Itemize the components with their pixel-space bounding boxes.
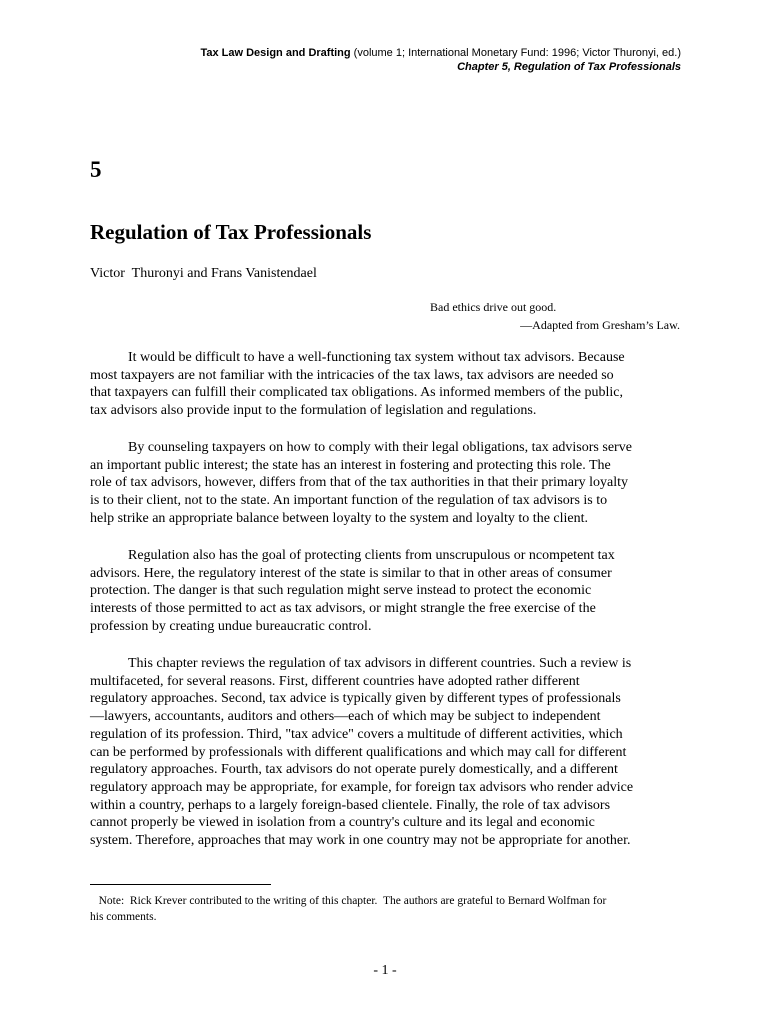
text-line: most taxpayers are not familiar with the intricacies of the tax laws, tax advisors are needed so <box>90 367 614 383</box>
footnote <box>90 893 680 925</box>
chapter-number: 5 <box>90 157 102 182</box>
body-paragraph <box>90 547 680 636</box>
body-paragraph <box>90 439 680 528</box>
book-citation: (volume 1; International Monetary Fund: 1996; Victor Thuronyi, ed.) <box>350 47 681 59</box>
text-line: profession by creating undue bureaucratic control. <box>90 618 372 634</box>
text-line: an important public interest; the state has an interest in fostering and protecting this role. The <box>90 457 611 473</box>
text-line: interests of those permitted to act as tax advisors, or might strangle the free exercise of the <box>90 601 596 617</box>
text-line: within a country, perhaps to a largely foreign-based clientele. Finally, the role of tax advisors <box>90 797 611 813</box>
text-line: system. Therefore, approaches that may work in one country may not be appropriate for another. <box>90 833 631 849</box>
text-line: Regulation also has the goal of protecting clients from unscrupulous or ncompetent tax <box>128 548 615 563</box>
book-title: Tax Law Design and Drafting <box>200 47 351 59</box>
text-line: that taxpayers can fulfill their complicated tax obligations. As informed members of the public, <box>90 385 624 401</box>
text-line: can be performed by professionals with different qualifications and which may call for different <box>90 744 627 760</box>
text-line: tax advisors also provide input to the formulation of legislation and regulations. <box>90 403 537 419</box>
chapter-authors: Victor Thuronyi and Frans Vanistendael <box>90 266 317 281</box>
text-line: is to their client, not to the state. An important function of the regulation of tax advisors is to <box>90 493 608 509</box>
footnote-divider <box>90 884 271 885</box>
text-line: regulatory approaches. Second, tax advice is typically given by different types of professionals <box>90 691 621 707</box>
text-line: protection. The danger is that such regulation might serve instead to protect the economic <box>90 583 592 599</box>
text-line: cannot properly be viewed in isolation from a country's culture and its legal and economic <box>90 815 595 831</box>
text-line: regulatory approaches. Fourth, tax advisors do not operate purely domestically, and a different <box>90 762 618 778</box>
text-line: —lawyers, accountants, auditors and others—each of which may be subject to independent <box>90 709 601 725</box>
text-line: multifaceted, for several reasons. First, different countries have adopted rather different <box>90 673 580 689</box>
text-line: This chapter reviews the regulation of tax advisors in different countries. Such a review is <box>128 656 632 671</box>
text-line: By counseling taxpayers on how to comply with their legal obligations, tax advisors serve <box>128 440 632 455</box>
text-line: help strike an appropriate balance between loyalty to the system and loyalty to the client. <box>90 510 589 526</box>
footnote-line: his comments. <box>90 911 157 923</box>
chapter-title: Regulation of Tax Professionals <box>90 220 372 244</box>
running-head-citation <box>200 46 681 60</box>
running-head-chapter: Chapter 5, Regulation of Tax Professionals <box>457 61 681 73</box>
text-line: regulatory approach may be appropriate, for example, for foreign tax advisors who render advice <box>90 779 634 795</box>
text-line: It would be difficult to have a well-functioning tax system without tax advisors. Because <box>128 350 625 365</box>
epigraph-source: —Adapted from Gresham’s Law. <box>520 318 680 332</box>
footnote-line: Note: Rick Krever contributed to the writing of this chapter. The authors are grateful to Bernard Wolfman for <box>90 895 607 907</box>
page-number: - 1 - <box>373 963 397 978</box>
text-line: advisors. Here, the regulatory interest of the state is similar to that in other areas of consumer <box>90 565 612 581</box>
text-line: role of tax advisors, however, differs from that of the tax authorities in that their primary loyalty <box>90 475 629 491</box>
epigraph-quote: Bad ethics drive out good. <box>430 300 557 314</box>
body-paragraph <box>90 349 680 420</box>
text-line: regulation of its profession. Third, "tax advice" covers a multitude of different activities, which <box>90 726 623 742</box>
body-paragraph <box>90 655 680 850</box>
